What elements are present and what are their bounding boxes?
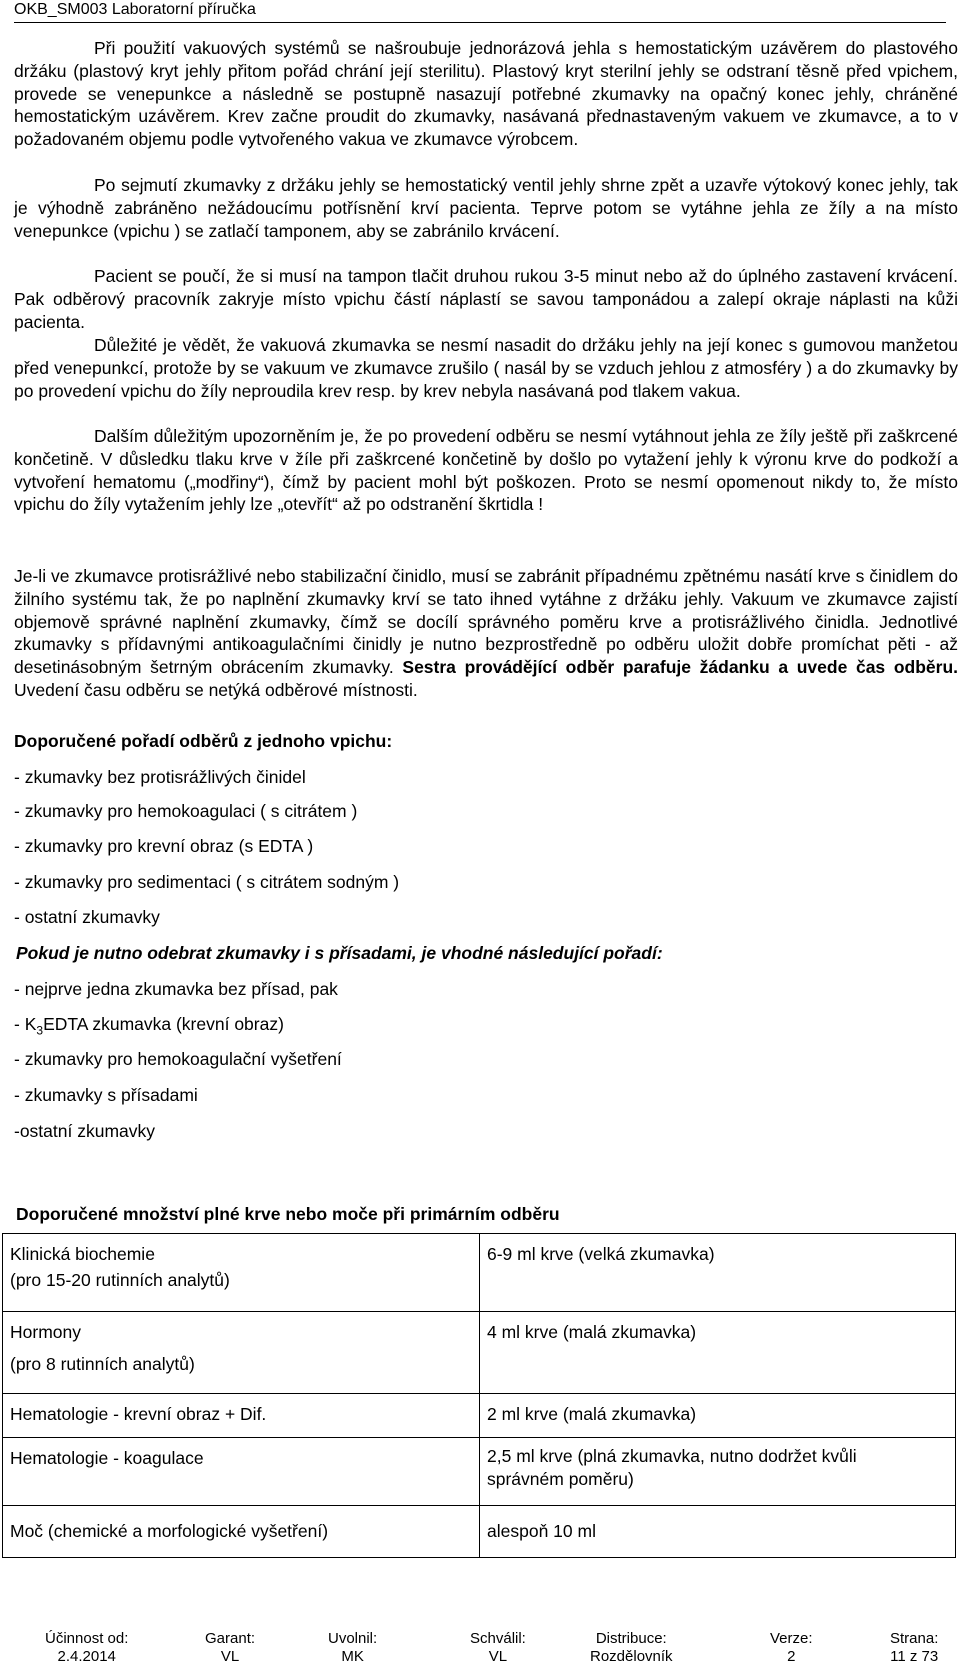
footer-value: 2 bbox=[787, 1648, 796, 1665]
footer-label: Garant: bbox=[205, 1630, 256, 1647]
footer-guarantor bbox=[205, 1630, 255, 1666]
table-cell-volume bbox=[480, 1506, 956, 1558]
footer-effective bbox=[45, 1630, 128, 1666]
order-item: - zkumavky bez protisrážlivých činidel bbox=[14, 767, 306, 787]
k3-prefix: - K bbox=[14, 1014, 37, 1034]
paragraph-vacuum-systems: Při použití vakuových systémů se našroubuje jednorázová jehla s hemostatickým uzávěrem do plastového držáku (plastový kryt jehly přitom pořád chrání její sterilitu). Plastový kryt sterilní jehly se odstraní těsně před vpichem, provede se venepunkce a následně se postupně nasazují potřebné zkumavky na opačný konec jehly, chráněné hemostatickým uzávěrem. Krev začne proudit do zkumavky, nasávaná přednastaveným vakuem ve zkumavce, a to v požadovaném objemu podle vytvořeného vakua ve zkumavce výrobcem. bbox=[14, 38, 958, 150]
footer-value: MK bbox=[341, 1648, 364, 1665]
table-row bbox=[3, 1506, 956, 1558]
order-item: - zkumavky pro krevní obraz (s EDTA ) bbox=[14, 836, 314, 856]
footer-value: VL bbox=[220, 1648, 240, 1665]
sampling-time-note: Uvedení času odběru se netýká odběrové místnosti. bbox=[14, 679, 418, 700]
paragraph-anticoagulant bbox=[14, 565, 958, 702]
paragraph-tube-removal: Po sejmutí zkumavky z držáku jehly se hemostatický ventil jehly shrne zpět a uzavře výtokový konec jehly, tak je výhodně zabráněno nežádoucímu potřísnění krví pacienta. Teprve potom se vytáhne jehla ze žíly a na místo venepunkce (vpichu ) se zatlačí tamponem, aby se zabránilo krvácení. bbox=[14, 175, 958, 241]
cell-line: Hormony bbox=[10, 1322, 81, 1342]
footer-approved bbox=[470, 1630, 526, 1666]
table-cell-volume bbox=[480, 1234, 956, 1312]
cell-line: 4 ml krve (malá zkumavka) bbox=[487, 1322, 697, 1342]
volume-table bbox=[2, 1233, 956, 1558]
additives-item: - zkumavky pro hemokoagulační vyšetření bbox=[14, 1049, 342, 1069]
table-row bbox=[3, 1234, 956, 1312]
cell-line: Hematologie - krevní obraz + Dif. bbox=[10, 1404, 267, 1424]
order-heading: Doporučené pořadí odběrů z jednoho vpichu: bbox=[14, 731, 393, 751]
cell-line: správném poměru) bbox=[487, 1469, 634, 1489]
paragraph-patient-instruction: Pacient se poučí, že si musí na tampon tlačit druhou rukou 3-5 minut nebo až do úplného zastavení krvácení. Pak odběrový pracovník zakryje místo vpichu částí náplastí se savou tamponádou a zalepí okraje náplasti na kůži pacienta. bbox=[14, 266, 958, 332]
footer-label: Strana: bbox=[890, 1630, 939, 1647]
order-item: - zkumavky pro sedimentaci ( s citrátem sodným ) bbox=[14, 872, 400, 892]
additives-heading: Pokud je nutno odebrat zkumavky i s přísadami, je vhodné následující pořadí: bbox=[16, 943, 663, 963]
k3-subscript: 3 bbox=[36, 1023, 44, 1038]
cell-line: Klinická biochemie bbox=[10, 1244, 155, 1264]
footer-value: 2.4.2014 bbox=[57, 1648, 116, 1665]
cell-line: Hematologie - koagulace bbox=[10, 1448, 204, 1468]
footer-distribution bbox=[590, 1630, 673, 1666]
order-item: - zkumavky pro hemokoagulaci ( s citrátem ) bbox=[14, 801, 358, 821]
nurse-signature-note: Sestra provádějící odběr parafuje žádanku a uvede čas odběru. bbox=[402, 657, 958, 678]
cell-line: 2,5 ml krve (plná zkumavka, nutno dodržet kvůli bbox=[487, 1446, 857, 1466]
table-cell-test bbox=[3, 1312, 480, 1394]
cell-line: (pro 15-20 rutinních analytů) bbox=[10, 1270, 230, 1290]
cell-line: Moč (chemické a morfologické vyšetření) bbox=[10, 1521, 329, 1541]
footer-label: Distribuce: bbox=[595, 1630, 667, 1647]
table-row bbox=[3, 1438, 956, 1506]
footer-label: Účinnost od: bbox=[45, 1630, 129, 1647]
additives-item: - zkumavky s přísadami bbox=[14, 1085, 198, 1105]
k3-rest: EDTA zkumavka (krevní obraz) bbox=[43, 1014, 284, 1034]
table-cell-test bbox=[3, 1394, 480, 1438]
table-row bbox=[3, 1312, 956, 1394]
footer-label: Uvolnil: bbox=[328, 1630, 378, 1647]
volume-heading: Doporučené množství plné krve nebo moče při primárním odběru bbox=[16, 1204, 560, 1224]
footer-value: Rozdělovník bbox=[590, 1648, 673, 1665]
additives-item: - nejprve jedna zkumavka bez přísad, pak bbox=[14, 979, 338, 999]
order-item: - ostatní zkumavky bbox=[14, 907, 160, 927]
table-cell-volume bbox=[480, 1312, 956, 1394]
table-cell-test bbox=[3, 1506, 480, 1558]
table-row bbox=[3, 1394, 956, 1438]
paragraph-tourniquet-warning: Dalším důležitým upozorněním je, že po provedení odběru se nesmí vytáhnout jehla ze žíly ještě při zaškrcené končetině. V důsledku tlaku krve v žíle při zaškrcené končetině by došlo po vytažení jehly k výronu krve do podkoží a vytvoření hematomu („modřiny“), čímž by pacient mohl být poškozen. Proto se nesmí opomenout nikdy to, že místo vpichu do žíly vytažením jehly lze „otevřít“ až po odstranění škrtidla ! bbox=[14, 426, 958, 515]
table-cell-test bbox=[3, 1234, 480, 1312]
header-divider bbox=[14, 22, 946, 23]
footer-version bbox=[770, 1630, 813, 1666]
table-cell-test bbox=[3, 1438, 480, 1506]
cell-line: (pro 8 rutinních analytů) bbox=[10, 1354, 195, 1374]
cell-line: alespoň 10 ml bbox=[487, 1521, 596, 1541]
footer-page bbox=[890, 1630, 938, 1666]
additives-item-k3edta bbox=[14, 1013, 284, 1042]
footer-value: 11 z 73 bbox=[890, 1648, 939, 1665]
footer-value: VL bbox=[488, 1648, 508, 1665]
table-cell-volume bbox=[480, 1438, 956, 1506]
cell-line: 6-9 ml krve (velká zkumavka) bbox=[487, 1244, 715, 1264]
additives-item: -ostatní zkumavky bbox=[14, 1121, 156, 1141]
anticoagulant-text: Je-li ve zkumavce protisrážlivé nebo stabilizační činidlo, musí se zabránit případnému zpětnému nasátí krve s činidlem do žilního systému tak, že po naplnění zkumavky krví se tato ihned vytáhne z držáku jehly. Vakuum ve zkumavce zajistí objemově správné naplnění zkumavky, čímž se docílí správného poměru krve a protisrážlivého činidla. Jednotlivé zkumavky s přídavnými antikoagulačními činidly je nutno bezprostředně po odběru uložit dobře promíchat pěti - až desetinásobným šetrným obrácením zkumavky. bbox=[14, 566, 958, 678]
footer-label: Schválil: bbox=[470, 1630, 526, 1647]
footer-released bbox=[328, 1630, 377, 1666]
document-header-title: OKB_SM003 Laboratorní příručka bbox=[14, 1, 256, 18]
footer-label: Verze: bbox=[770, 1630, 813, 1647]
cell-line: 2 ml krve (malá zkumavka) bbox=[487, 1404, 697, 1424]
table-cell-volume bbox=[480, 1394, 956, 1438]
paragraph-important-vacuum: Důležité je vědět, že vakuová zkumavka se nesmí nasadit do držáku jehly na její konec s gumovou manžetou před venepunkcí, protože by se vakuum ve zkumavce zrušilo ( nasál by se vzduch jehlou z atmosféry ) a do zkumavky by po provedení vpichu do žíly neproudila krev resp. by krev nebyla nasávaná pod tlakem vakua. bbox=[14, 335, 958, 401]
